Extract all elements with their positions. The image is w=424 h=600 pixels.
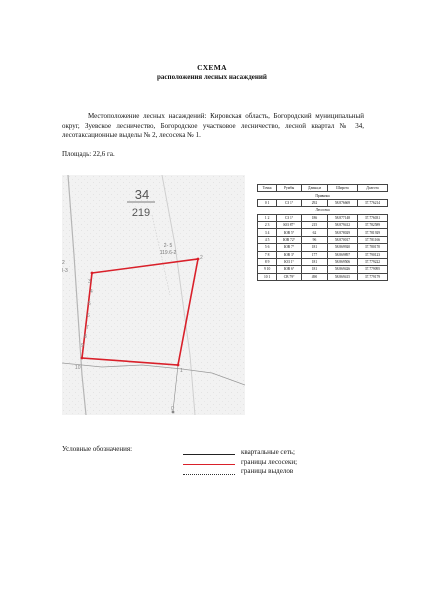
table-cell: ЮВ 3° <box>277 251 302 258</box>
table-cell: 58.869920 <box>327 244 357 251</box>
column-header: Точка <box>258 185 277 192</box>
table-cell: 292 <box>301 199 327 206</box>
table-cell: 5 6 <box>258 244 277 251</box>
forest-plot-map <box>62 175 245 415</box>
table-cell: 37.782589 <box>357 221 387 228</box>
table-cell: 37.781929 <box>357 229 387 236</box>
table-cell: 186 <box>301 214 327 221</box>
table-cell: 0 1 <box>258 199 277 206</box>
table-cell: 1 2 <box>258 214 277 221</box>
column-header: Длина,м <box>301 185 327 192</box>
table-cell: 215 <box>301 221 327 228</box>
table-cell: 2 3 <box>258 221 277 228</box>
table-cell: 490 <box>301 273 327 280</box>
point-label: 2 <box>200 255 203 261</box>
table-cell: 37.779222 <box>357 258 387 265</box>
table-cell: 58.876669 <box>327 199 357 206</box>
table-row <box>258 199 388 206</box>
quarter-number: 34 <box>134 187 150 202</box>
table-cell: 58.869415 <box>327 273 357 280</box>
table-cell: 58.878029 <box>327 229 357 236</box>
side-label: I-3 <box>62 268 68 274</box>
table-cell: ЮВ 7° <box>277 244 302 251</box>
table-row <box>258 258 388 265</box>
section-row <box>258 207 388 214</box>
table-body <box>258 192 388 281</box>
vydel-detail-label: 119.6-2 <box>159 250 177 256</box>
legend-vydel-text: границы выделов <box>241 467 294 475</box>
quarter-area: 219 <box>131 207 151 219</box>
coordinates-table <box>257 184 388 281</box>
table-cell: 37.776214 <box>357 199 387 206</box>
table-cell: СЗ 1° <box>277 199 302 206</box>
document-title: СХЕМА <box>197 63 227 72</box>
boundary-point <box>81 357 84 360</box>
side-label: 2 <box>62 260 65 266</box>
legend-quarter-text: квартальные сеть; <box>241 448 295 456</box>
table-row <box>258 251 388 258</box>
table-cell: 58.879412 <box>327 221 357 228</box>
document-subtitle: расположения лесных насаждений <box>157 73 267 81</box>
legend-plot-text: границы лесосеки; <box>241 458 298 466</box>
table-cell: 181 <box>301 266 327 273</box>
legend-quarter-line <box>183 454 235 455</box>
point-label: 7 <box>86 325 89 331</box>
point-label: 1 <box>180 368 183 374</box>
table-cell: 58.869426 <box>327 266 357 273</box>
table-cell: 4 5 <box>258 236 277 243</box>
table-cell: 37.779179 <box>357 273 387 280</box>
table-row <box>258 229 388 236</box>
table-row <box>258 221 388 228</box>
table-cell: 9 10 <box>258 266 277 273</box>
table-cell: 3 4 <box>258 229 277 236</box>
point-label: 5 <box>88 301 91 307</box>
table-row <box>258 236 388 243</box>
legend-label: Условные обозначения: <box>62 445 133 453</box>
section-row <box>258 192 388 199</box>
table-cell: 37.779095 <box>357 266 387 273</box>
table-cell: СЗ 1° <box>277 214 302 221</box>
table-cell: 37.780170 <box>357 244 387 251</box>
binding-section-title: Привязка <box>258 192 388 199</box>
point-label: 3 <box>88 279 91 285</box>
table-cell: 62 <box>301 229 327 236</box>
point-label: 4 <box>90 289 93 295</box>
column-header: Широта <box>327 185 357 192</box>
table-cell: 8 9 <box>258 258 277 265</box>
table-row <box>258 244 388 251</box>
table-cell: 58.870017 <box>327 236 357 243</box>
location-text: Местоположение лесных насаждений: Кировская область, Богородский муниципальный округ, Зуевское лесничество, Богородское участковое лесничество, лесной квартал № 34, лесотаксационные выделы № 2, лесосека № 1. <box>62 112 364 139</box>
table-row <box>258 273 388 280</box>
table-cell: ЮВ 72° <box>277 236 302 243</box>
table-cell: 177 <box>301 251 327 258</box>
boundary-point <box>91 272 94 275</box>
table-row <box>258 214 388 221</box>
boundary-point <box>197 258 200 261</box>
table-cell: 10 1 <box>258 273 277 280</box>
table-cell: 58.869506 <box>327 258 357 265</box>
table-cell: 58.869897 <box>327 251 357 258</box>
point-label: 6 <box>87 313 90 319</box>
table-cell: 58.877148 <box>327 214 357 221</box>
area-text: Площадь: 22,6 га. <box>62 150 115 158</box>
table-cell: ЮЗ 87° <box>277 221 302 228</box>
table-row <box>258 266 388 273</box>
legend-plot-line <box>183 464 235 465</box>
table-cell: 181 <box>301 244 327 251</box>
table-cell: СВ 79° <box>277 273 302 280</box>
table-cell: 37.790123 <box>357 251 387 258</box>
point-label: 10 <box>75 365 81 371</box>
table-cell: 7 8 <box>258 251 277 258</box>
table-header-row <box>258 185 388 192</box>
point-label: 9 <box>81 343 84 349</box>
location-description <box>62 112 364 141</box>
vydel-label: 2- 5 <box>163 243 173 249</box>
point-label: 8 <box>84 334 87 340</box>
point-label: 0 <box>171 406 174 412</box>
table-cell: ЮВ 5° <box>277 229 302 236</box>
table-cell: 96 <box>301 236 327 243</box>
plot-section-title: Лесосека <box>258 207 388 214</box>
legend-vydel-line <box>183 474 235 475</box>
column-header: Долгота <box>357 185 387 192</box>
table-cell: 37.776031 <box>357 214 387 221</box>
table-cell: ЮЗ 1° <box>277 258 302 265</box>
table-cell: 181 <box>301 258 327 265</box>
table-cell: 37.781166 <box>357 236 387 243</box>
boundary-point <box>177 364 180 367</box>
table-cell: ЮВ 6° <box>277 266 302 273</box>
column-header: Румбы <box>277 185 302 192</box>
